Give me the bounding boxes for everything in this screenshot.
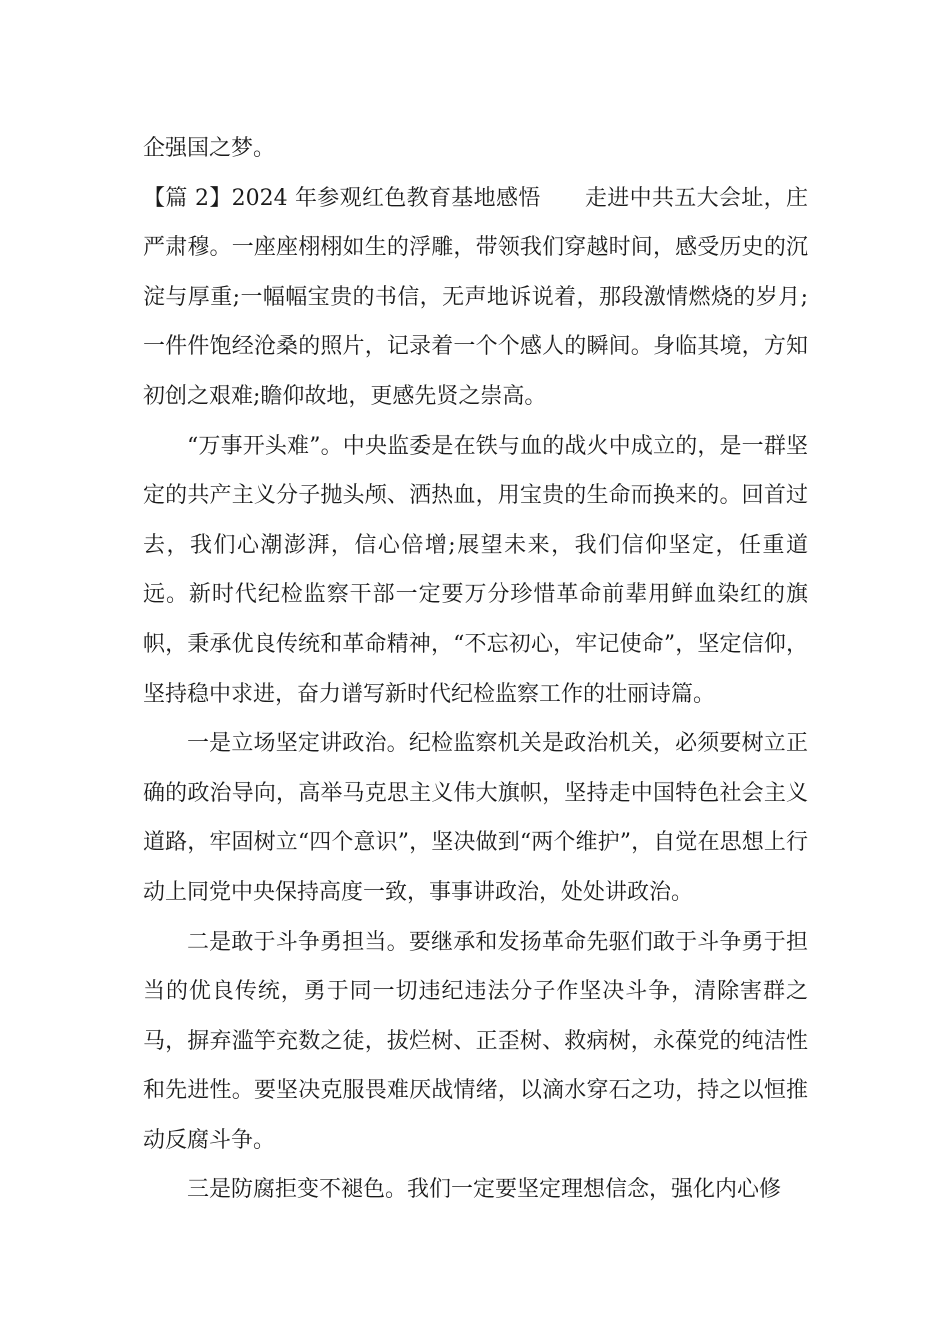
paragraph-continuation: 企强国之梦。 [143, 136, 276, 161]
essay-intro-text: 走进中共五大会址，庄严肃穆。一座座栩栩如生的浮雕，带领我们穿越时间，感受历史的沉淀与厚重;一幅幅宝贵的书信，无声地诉说着，那段激情燃烧的岁月;一件件饱经沧桑的照片，记录着一个个感人的瞬间。身临其境，方知初创之艰难;瞻仰故地，更感先贤之崇高。 [143, 185, 808, 409]
paragraph-point-one: 一是立场坚定讲政治。纪检监察机关是政治机关，必须要树立正确的政治导向，高举马克思主义伟大旗帜，坚持走中国特色社会主义道路，牢固树立“四个意识”，坚决做到“两个维护”，自觉在思想上行动上同党中央保持高度一致，事事讲政治，处处讲政治。 [143, 731, 808, 905]
paragraph-essay-intro [143, 174, 808, 422]
paragraph-point-three: 三是防腐拒变不褪色。我们一定要坚定理想信念，强化内心修 [187, 1177, 782, 1203]
paragraph-founding: “万事开头难”。中央监委是在铁与血的战火中成立的，是一群坚定的共产主义分子抛头颅、洒热血，用宝贵的生命而换来的。回首过去，我们心潮澎湃，信心倍增;展望未来，我们信仰坚定，任重道远。新时代纪检监察干部一定要万分珍惜革命前辈用鲜血染红的旗帜，秉承优良传统和革命精神，“不忘初心，牢记使命”，坚定信仰，坚持稳中求进，奋力谱写新时代纪检监察工作的壮丽诗篇。 [143, 433, 808, 707]
essay-heading: 【篇 2】2024 年参观红色教育基地感悟 [143, 185, 541, 211]
document-body [143, 124, 808, 1215]
paragraph-point-two: 二是敢于斗争勇担当。要继承和发扬革命先驱们敢于斗争勇于担当的优良传统，勇于同一切违纪违法分子作坚决斗争，清除害群之马，摒弃滥竽充数之徒，拔烂树、正歪树、救病树，永葆党的纯洁性和先进性。要坚决克服畏难厌战情绪，以滴水穿石之功，持之以恒推动反腐斗争。 [143, 929, 808, 1153]
